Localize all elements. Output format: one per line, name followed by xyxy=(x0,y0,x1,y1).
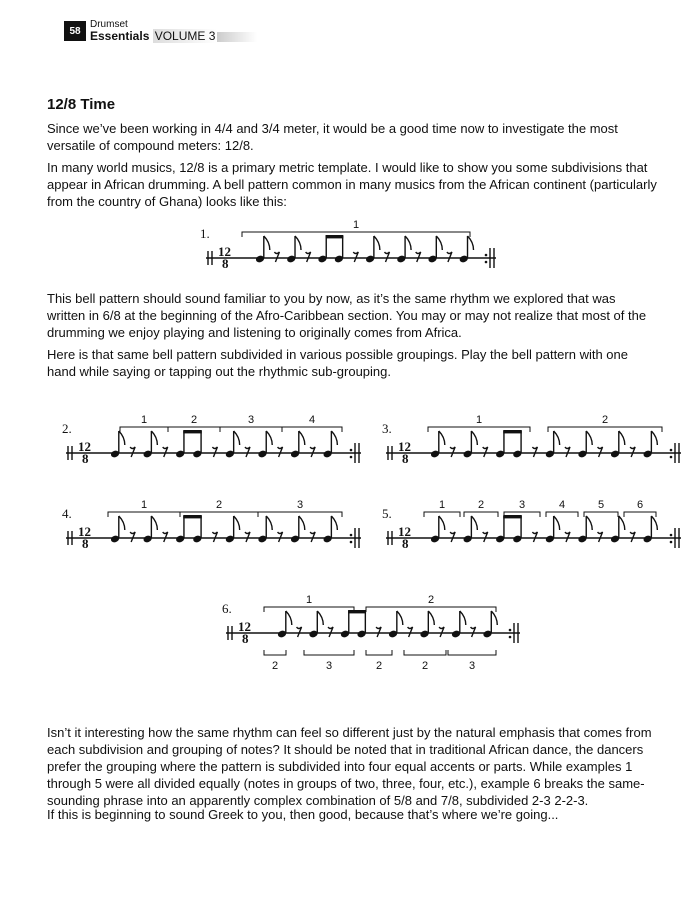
example-number: 1. xyxy=(200,226,210,241)
sub-grouping-label: 3 xyxy=(326,660,333,672)
header-fade-bar xyxy=(217,32,257,42)
time-signature-bottom: 8 xyxy=(242,631,249,646)
repeat-dot xyxy=(485,261,488,264)
repeat-dot xyxy=(509,629,512,632)
example-6-staff xyxy=(220,585,530,680)
eighth-rest xyxy=(297,627,302,637)
time-signature-bottom: 8 xyxy=(402,536,409,551)
grouping-label: 2 xyxy=(428,594,435,606)
eighth-rest xyxy=(310,447,315,457)
example-4-staff xyxy=(60,490,365,560)
grouping-label: 1 xyxy=(141,414,148,426)
grouping-label: 1 xyxy=(141,499,148,511)
note-flag xyxy=(234,431,240,445)
grouping-label: 2 xyxy=(478,499,485,511)
grouping-bracket xyxy=(366,607,496,612)
repeat-dot xyxy=(350,456,353,459)
example-number: 4. xyxy=(62,506,72,521)
note-flag xyxy=(331,516,337,530)
grouping-label: 6 xyxy=(637,499,644,511)
paragraph-familiar: This bell pattern should sound familiar to you by now, as it’s the same rhythm we explored that was written in 6/8 at the beginning of the Afro-Caribbean section. You may or may not realize that most of the drumming we enjoy playing and listening to originally comes from Africa. xyxy=(47,291,647,340)
example-2-staff xyxy=(60,405,365,475)
page-header xyxy=(64,20,234,42)
note-flag xyxy=(266,516,272,530)
note-flag xyxy=(295,236,301,250)
sub-grouping-bracket xyxy=(404,650,446,655)
note-beam xyxy=(348,610,366,613)
eighth-rest xyxy=(471,627,476,637)
sub-grouping-bracket xyxy=(366,650,392,655)
time-signature-bottom: 8 xyxy=(82,451,89,466)
grouping-label: 1 xyxy=(306,594,313,606)
grouping-label: 3 xyxy=(297,499,304,511)
note-flag xyxy=(331,431,337,445)
eighth-rest xyxy=(130,447,135,457)
note-flag xyxy=(651,431,657,445)
note-flag xyxy=(460,611,466,625)
note-flag xyxy=(234,516,240,530)
note-beam xyxy=(326,235,344,238)
grouping-label: 2 xyxy=(191,414,198,426)
note-flag xyxy=(586,431,592,445)
eighth-rest xyxy=(163,447,168,457)
repeat-dot xyxy=(670,449,673,452)
sub-grouping-label: 3 xyxy=(469,660,476,672)
series-name-line xyxy=(90,30,257,42)
eighth-rest xyxy=(278,447,283,457)
repeat-dot xyxy=(670,541,673,544)
note-flag xyxy=(286,611,292,625)
section-title: 12/8 Time xyxy=(47,96,116,113)
grouping-label: 3 xyxy=(519,499,526,511)
time-signature-top: 12 xyxy=(398,439,411,454)
eighth-rest xyxy=(328,627,333,637)
eighth-rest xyxy=(598,532,603,542)
time-signature-bottom: 8 xyxy=(402,451,409,466)
eighth-rest xyxy=(447,252,452,262)
eighth-rest xyxy=(353,252,358,262)
eighth-rest xyxy=(439,627,444,637)
note-flag xyxy=(397,611,403,625)
grouping-bracket xyxy=(464,512,498,517)
eighth-rest xyxy=(483,447,488,457)
sub-grouping-bracket xyxy=(304,650,354,655)
repeat-dot xyxy=(350,449,353,452)
eighth-rest xyxy=(416,252,421,262)
eighth-rest xyxy=(532,532,537,542)
example-number: 2. xyxy=(62,421,72,436)
note-flag xyxy=(619,431,625,445)
note-flag xyxy=(151,516,157,530)
note-flag xyxy=(374,236,380,250)
grouping-label: 4 xyxy=(559,499,566,511)
eighth-rest xyxy=(408,627,413,637)
volume-label: VOLUME 3 xyxy=(154,29,216,43)
sub-grouping-bracket xyxy=(448,650,496,655)
example-number: 6. xyxy=(222,601,232,616)
grouping-label: 1 xyxy=(476,414,483,426)
note-flag xyxy=(491,611,497,625)
example-number: 3. xyxy=(382,421,392,436)
grouping-bracket xyxy=(220,427,282,432)
paragraph-greek: If this is beginning to sound Greek to you, then good, because that’s where we’re going... xyxy=(47,807,559,822)
eighth-rest xyxy=(212,447,217,457)
eighth-rest xyxy=(630,532,635,542)
note-flag xyxy=(439,431,445,445)
time-signature-bottom: 8 xyxy=(222,256,229,271)
note-beam xyxy=(183,515,202,518)
eighth-rest xyxy=(598,447,603,457)
note-flag xyxy=(266,431,272,445)
eighth-rest xyxy=(212,532,217,542)
note-flag xyxy=(405,236,411,250)
eighth-rest xyxy=(450,447,455,457)
time-signature-top: 12 xyxy=(78,524,91,539)
eighth-rest xyxy=(565,447,570,457)
paragraph-subdivided: Here is that same bell pattern subdivided in various possible groupings. Play the bell pattern with one hand while saying or tapping out the rhythmic sub-grouping. xyxy=(47,347,629,379)
grouping-bracket xyxy=(548,427,662,432)
grouping-label: 5 xyxy=(598,499,605,511)
grouping-label: 1 xyxy=(439,499,446,511)
note-flag xyxy=(317,611,323,625)
grouping-label: 4 xyxy=(309,414,316,426)
repeat-dot xyxy=(350,534,353,537)
note-beam xyxy=(503,515,522,518)
time-signature-top: 12 xyxy=(398,524,411,539)
note-beam xyxy=(503,430,522,433)
grouping-bracket xyxy=(264,607,354,612)
note-flag xyxy=(151,431,157,445)
note-flag xyxy=(119,516,125,530)
time-signature-top: 12 xyxy=(238,619,251,634)
paragraph-interesting: Isn’t it interesting how the same rhythm can feel so different just by the natural emphasis that comes from each subdivision and grouping of notes? It should be noted that in traditional African dance, the dancers prefer the grouping where the pattern is subdivided into four equal accents or parts. While examples 1 through 5 were all divided equally (notes in groups of two, three, four, etc.), example 6 breaks the same-sounding phrase into an apparently complex combination of 5/8 and 7/8, subdivided 2-3 2-2-3. xyxy=(47,725,652,808)
eighth-rest xyxy=(532,447,537,457)
sub-grouping-label: 2 xyxy=(376,660,383,672)
note-flag xyxy=(651,516,657,530)
note-flag xyxy=(299,431,305,445)
eighth-rest xyxy=(245,532,250,542)
series-title: Drumset xyxy=(90,19,128,30)
eighth-rest xyxy=(274,252,279,262)
note-flag xyxy=(471,431,477,445)
eighth-rest xyxy=(278,532,283,542)
example-number: 5. xyxy=(382,506,392,521)
eighth-rest xyxy=(130,532,135,542)
time-signature-top: 12 xyxy=(218,244,231,259)
note-flag xyxy=(554,516,560,530)
note-flag xyxy=(554,431,560,445)
time-signature-top: 12 xyxy=(78,439,91,454)
repeat-dot xyxy=(509,636,512,639)
note-flag xyxy=(264,236,270,250)
eighth-rest xyxy=(483,532,488,542)
paragraph-world-musics: In many world musics, 12/8 is a primary metric template. I would like to show you some subdivisions that appear in African drumming. A bell pattern common in many musics from the African continent (particularly from the country of Ghana) looks like this: xyxy=(47,160,657,209)
grouping-label: 2 xyxy=(602,414,609,426)
repeat-dot xyxy=(350,541,353,544)
sub-grouping-label: 2 xyxy=(272,660,279,672)
note-flag xyxy=(119,431,125,445)
eighth-rest xyxy=(376,627,381,637)
eighth-rest xyxy=(630,447,635,457)
eighth-rest xyxy=(310,532,315,542)
note-flag xyxy=(299,516,305,530)
grouping-label: 2 xyxy=(216,499,223,511)
note-flag xyxy=(468,236,474,250)
grouping-bracket xyxy=(546,512,578,517)
eighth-rest xyxy=(385,252,390,262)
example-3-staff xyxy=(380,405,685,475)
grouping-bracket xyxy=(282,427,342,432)
example-5-staff xyxy=(380,490,685,560)
note-flag xyxy=(439,516,445,530)
repeat-dot xyxy=(670,534,673,537)
repeat-dot xyxy=(670,456,673,459)
example-1-staff xyxy=(200,210,500,280)
note-flag xyxy=(471,516,477,530)
grouping-bracket xyxy=(120,427,168,432)
eighth-rest xyxy=(163,532,168,542)
paragraph-intro: Since we’ve been working in 4/4 and 3/4 meter, it would be a good time now to investigate the most versatile of compound meters: 12/8. xyxy=(47,121,618,153)
eighth-rest xyxy=(306,252,311,262)
repeat-dot xyxy=(485,254,488,257)
grouping-bracket xyxy=(424,512,460,517)
eighth-rest xyxy=(565,532,570,542)
note-flag xyxy=(586,516,592,530)
series-name: Essentials xyxy=(90,29,150,43)
sub-grouping-label: 2 xyxy=(422,660,429,672)
note-flag xyxy=(436,236,442,250)
grouping-label: 3 xyxy=(248,414,255,426)
note-flag xyxy=(619,516,625,530)
eighth-rest xyxy=(245,447,250,457)
eighth-rest xyxy=(450,532,455,542)
note-beam xyxy=(183,430,202,433)
note-flag xyxy=(428,611,434,625)
sub-grouping-bracket xyxy=(264,650,286,655)
time-signature-bottom: 8 xyxy=(82,536,89,551)
grouping-label: 1 xyxy=(353,219,360,231)
grouping-bracket xyxy=(584,512,618,517)
page-number: 58 xyxy=(64,21,86,41)
